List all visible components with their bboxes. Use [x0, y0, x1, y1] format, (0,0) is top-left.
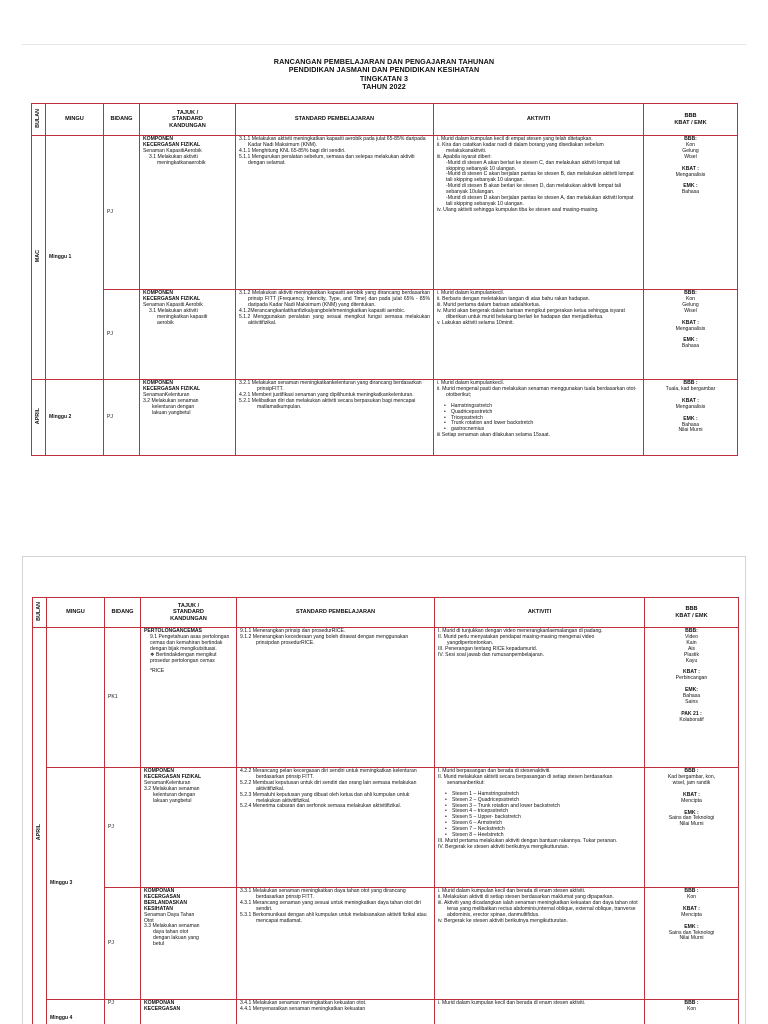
title-line: TAHUN 2022: [362, 82, 406, 92]
header-standard-pembelajaran: STANDARD PEMBELAJARAN: [237, 598, 435, 628]
title-line: PENDIDIKAN JASMANI DAN PENDIDIKAN KESIHATAN: [288, 65, 480, 75]
bulan-label: APRIL: [35, 823, 42, 841]
bidang-cell: PK1: [105, 628, 141, 768]
header-aktiviti: AKTIVITI: [435, 598, 645, 628]
table-row: [33, 628, 739, 768]
rpt-table-page-2: [32, 597, 739, 1024]
document-page-2: [22, 556, 746, 1024]
aktiviti-bullet-list: [437, 404, 640, 434]
bidang-cell: PJ: [105, 768, 141, 888]
table-row: [32, 380, 738, 456]
tajuk-cell: PERTOLONGANCEMAS 9.1 Pengetahuan asas pertolongan cemas dan kemahiran bertindak dengan bijak mengikutsituasi. ❖ Bertindakdengan mengikut prosedur pertolongan cemas *RICE: [141, 628, 237, 768]
standard-pembelajaran-cell: 3.2.1 Melakukan senaman meningkatkankelenturan yang dirancang berdasarkan prinsipFITT. 4.2.1 Memberi justifikasi senaman yang dipilihuntuk meningkatkankelenturan. 5.2.1 Melibatkan diri dan melakukan aktiviti secara berpasukan bagi mencapai matlamatkumpulan.: [236, 380, 434, 456]
table-header-row: [33, 598, 739, 628]
bbb-cell: BBB: Kon Gelung Wisel KBAT : Menganalisis EMK : Bahasa: [644, 136, 738, 290]
standard-pembelajaran-cell: 9.1.1 Menerangkan prinsip dan prosedurRICE. 9.1.2 Menerangkan kecederaan yang boleh dirawat dengan menggunakan prinsipdan prosedurRICE.: [237, 628, 435, 768]
header-bbb: BBB KBAT / EMK: [645, 598, 739, 628]
list-item: • Stesen 8 – Heelstretch: [438, 833, 641, 839]
tajuk-cell: KOMPONEN KECERGASAN FIZIKAL Senaman Kapasiti Aerobik 3.1 Melakukan aktiviti meningkatkan kapasiti aerobik: [140, 290, 236, 380]
bidang-cell: PJ: [104, 380, 140, 456]
table-header-row: [32, 104, 738, 136]
header-tajuk: TAJUK / STANDARD KANDUNGAN: [140, 104, 236, 136]
minggu-label: Minggu 3: [47, 768, 105, 1000]
aktiviti-cell: i. Murid dalam kumpulan kecil di empat stesen yang telah ditetapkan. ii. Kira dan catatkan kadar nadi di dalam borang yang disediakan sebelum melakukanaktiviti. iii. Apabila isyarat diberi: -Murid di stesen A akan berlari ke stesen C, dan melakukan aktiviti lompat tali skipping sebanyak 10 ulangan. -Murid di stesen C akan berjalan pantas ke stesen B, dan melakukan aktiviti lompat tali skipping sebanyak 10 ulangan. -Murid di stesen B akan berlari ke stesen D, dan melakukan aktiviti lompat tali sebanyak 10ulangan. -Murid di stesen D akan berjalan pantas ke stesen A, dan melakukan aktiviti lompat tali skipping sebanyak 10 ulangan. iv. Ulang aktiviti sehingga kumpulan tiba ke stesen asal masing-masing.: [434, 136, 644, 290]
list-item: • Trunk rotation and lower backstretch: [437, 421, 640, 427]
title-line: RANCANGAN PEMBELAJARAN DAN PENGAJARAN TAHUNAN: [273, 57, 495, 66]
standard-pembelajaran-cell: 3.1.2 Melakukan aktiviti meningkatkan kapasiti aerobik yang dirancang berdasarkan prinsip FITT (Frequency, Intencity, Type, and Time) dan pada julat 65% - 85% daripada Kadar Nadi Maksimum (KNM) yang ditentukan. 4.1.2Merancangkanlatihanfizikalyangbolehmeningkatkan kapasiti aerobic. 5.1.2 Menggunakan peralatan yang sesuai mengikut fungsi semasa melakukan aktivitifizikal.: [236, 290, 434, 380]
table-row: [33, 888, 739, 1000]
standard-pembelajaran-cell: 3.3.1 Melakukan senaman meningkatkan daya tahan otot yang dirancang berdasarkan prinsip FITT. 4.3.1 Merancang senaman yang sesuai untuk meningkatkan daya tahan otot diri sendiri. 5.3.1 Berkomunikasi dengan ahli kumpulan untuk melaksanakan aktiviti fizikal atau mencapai matlamat.: [237, 888, 435, 1000]
bbb-cell: BBB : Kon: [645, 1000, 739, 1024]
document-page-1: [22, 44, 746, 484]
header-bidang: BIDANG: [105, 598, 141, 628]
bidang-cell: PJ: [104, 290, 140, 380]
list-item: • Stesen 4 – tricepsstretch: [438, 809, 641, 815]
aktiviti-cell: i. Murid dalam kumpulan kecil dan berada di enam stesen aktiviti. ii. Melakukan aktiviti di setiap stesen berdasarkan maklumat yang dipaparkan. iii. Aktiviti yang dicadangkan ialah senaman meningkatkan kekuatan dan daya tahan otot teras yang melibatkan rectus abdominis,internal oblique, external oblique, tranverse abdominis, erector spinae, danmultifidus. iv. Bergerak ke stesen aktiviti berikutnya mengikutturutan.: [435, 888, 645, 1000]
aktiviti-cell: i. Murid dalam kumpulan kecil dan berada di enam stesen aktiviti.: [435, 1000, 645, 1024]
aktiviti-cell: I. Murid di tunjukkan dengan video menerangkanlaemalangan di padang. II. Murid perlu menyatakan pendapat masing-masing mengenai video yangdipertontonkan. III. Penerangan tentang RICE kepadamurid. IV. Sesi soal jawab dan rumusanpembelajaran.: [435, 628, 645, 768]
list-item: • Stesen 6 – Armstretch: [438, 821, 641, 827]
list-item: • Stesen 7 – Neckstretch: [438, 827, 641, 833]
table-row: [33, 1000, 739, 1024]
standard-pembelajaran-cell: 3.4.1 Melakukan senaman meningkatkan kekuatan otot. 4.4.1 Menyenaraikan senaman meningkatkan kekuatan: [237, 1000, 435, 1024]
table-row: [33, 768, 739, 888]
header-bbb: BBB KBAT / EMK: [644, 104, 738, 136]
standard-pembelajaran-cell: 3.1.1 Melakukan aktiviti meningkatkan kapasiti aerobik pada julat 65-85% daripada Kadar Nadi Maksimum (KNM). 4.1.1 Menghitung KNL 65-85% bagi diri sendiri. 5.1.1 Mengurukan peralatan sebelum, semasa dan selepas melakukan aktiviti dengan selamat.: [236, 136, 434, 290]
aktiviti-cell: i. Murid dalam kumpulankecil. ii. Berbaris dengan meletakkan tangan di atas bahu rakan hadapan. iii. Murid pertama dalam barisan adalahketua. iv. Murid akan bergerak dalam barisan mengikut pergerakan ketua sehingga isyarat diberikan untuk murid belakang berlari ke hadapan dan menjadiketua. v. Lakukan aktiviti selama 10minit.: [434, 290, 644, 380]
bidang-cell: PJ: [105, 888, 141, 1000]
header-minggu: MINGU: [46, 104, 104, 136]
tajuk-cell: KOMPONAN KECERGASAN: [141, 1000, 237, 1024]
header-bidang: BIDANG: [104, 104, 140, 136]
rpt-table-page-1: [31, 103, 738, 456]
minggu-label: Minggu 4: [47, 1000, 105, 1024]
bbb-cell: BBB : Kad bergambar, kon, wisel, jam randik KBAT : Mencipta EMK : Sains dan Teknologi Nilai Murni: [645, 768, 739, 888]
list-item: • gastrocnemius: [437, 427, 640, 433]
list-item: • Tricepsstretch: [437, 416, 640, 422]
list-item: • Stesen 2 – Quadricepsstretch: [438, 798, 641, 804]
aktiviti-bullet-list: [438, 792, 641, 839]
list-item: • Stesen 1 – Hamstringsstretch: [438, 792, 641, 798]
bbb-cell: BBB: Kon Gelung Wisel KBAT : Menganalisis EMK : Bahasa: [644, 290, 738, 380]
tajuk-cell: KOMPONAN KECERGASAN BERLANDASKAN KESIHATAN Senaman Daya Tahan Otot 3.3 Melakukan senaman daya tahan otot dengan lakuan yang betul: [141, 888, 237, 1000]
list-item: • Stesen 3 – Trunk rotation and lower backstretch: [438, 804, 641, 810]
standard-pembelajaran-cell: 4.2.2 Merancang pelan kecergasan diri sendiri untuk meningkatkan kelenturan berdasarkan prinsip FITT. 5.2.2 Membuat keputusan untuk diri sendiri dan orang lain semasa melakukan aktivitifizikal. 5.2.3 Mematuhi keputusan yang dibuat oleh ketua dan ahli kumpulan untuk melakukan aktivitifizikal. 5.2.4 Menerima cabaran dan serfonok semasa melakukan aktivitifizikal.: [237, 768, 435, 888]
list-item: • Hamstringsstretch: [437, 404, 640, 410]
list-item: • Quadricepsstretch: [437, 410, 640, 416]
bulan-label: APRIL: [34, 407, 41, 425]
table-row: [32, 136, 738, 290]
table-row: [32, 290, 738, 380]
bulan-label: MAC: [34, 249, 41, 263]
minggu-label: Minggu 1: [46, 136, 104, 380]
tajuk-cell: KOMPONEN KECERGASAN FIZIKAL Senaman KapasitiAerobik 3.1 Melakukan aktiviti meningkatkanaerobik: [140, 136, 236, 290]
header-bulan: BULAN: [35, 601, 42, 621]
bbb-cell: BBB: Video Kain Ais Plastik Kayu KBAT : Perbincangan EMK: Bahasa Sains PAK 21 : Kolaboratif: [645, 628, 739, 768]
header-standard-pembelajaran: STANDARD PEMBELAJARAN: [236, 104, 434, 136]
bbb-cell: BBB : Kon KBAT : Mencipta EMK : Sains dan Teknologi Nilai Murni: [645, 888, 739, 1000]
document-title: [22, 45, 746, 92]
header-aktiviti: AKTIVITI: [434, 104, 644, 136]
tajuk-cell: KOMPONEN KECERGASAN FIZIKAL SenamanKelenturan 3.2 Melakukan senaman kelenturan dengan lakuan yangbetul: [140, 380, 236, 456]
list-item: • Stesen 5 – Upper- backstretch: [438, 815, 641, 821]
tajuk-cell: KOMPONEN KECERGASAN FIZIKAL SenamanKelenturan 3.2 Melakukan senaman kelenturan dengan lakuan yangbetul: [141, 768, 237, 888]
bidang-cell: PJ: [105, 1000, 141, 1024]
minggu-label: Minggu 2: [46, 380, 104, 456]
aktiviti-cell: I. Murid berpasangan dan berada di stesenaktiviti. II. Murid melakukan aktiviti secara berpasangan di setiap stesen berdasarkan senamanberikut: • Stesen 1 – Hamstringsstretch • Stesen 2 – Quadricepsstretch • Stesen 3 – Trunk rotation and lower backstretch • Stesen 4 – tricepsstretch • Stesen 5 – Upper- backstretch • Stesen 6 – Armstretch • Stesen 7 – Neckstretch • Stesen 8 – Heelstretch III. Murid pertama melakukan aktiviti dengan bantuan rakannya. Tukar peranan. IV. Bergerak ke stesen aktiviti berikutnya mengikutturutan.: [435, 768, 645, 888]
bidang-cell: PJ: [104, 136, 140, 290]
title-line: TINGKATAN 3: [359, 73, 409, 83]
aktiviti-cell: i. Murid dalam kumpulankecil. ii. Murid mengenal pasti dan melakukan senaman menggunakan tuala berdasarkan otot-ototberikut; • Hamstringsstretch • Quadricepsstretch • Tricepsstretch • Trunk rotation and lower backstretch • gastrocnemius iii Setiap senaman akan dilakukan selama 15saat.: [434, 380, 644, 456]
bbb-cell: BBB : Tuala, kad bergambar KBAT : Menganalisis EMK : Bahasa Nilai Murni: [644, 380, 738, 456]
header-bulan: BULAN: [34, 108, 41, 128]
header-minggu: MINGU: [47, 598, 105, 628]
header-tajuk: TAJUK / STANDARD KANDUNGAN: [141, 598, 237, 628]
